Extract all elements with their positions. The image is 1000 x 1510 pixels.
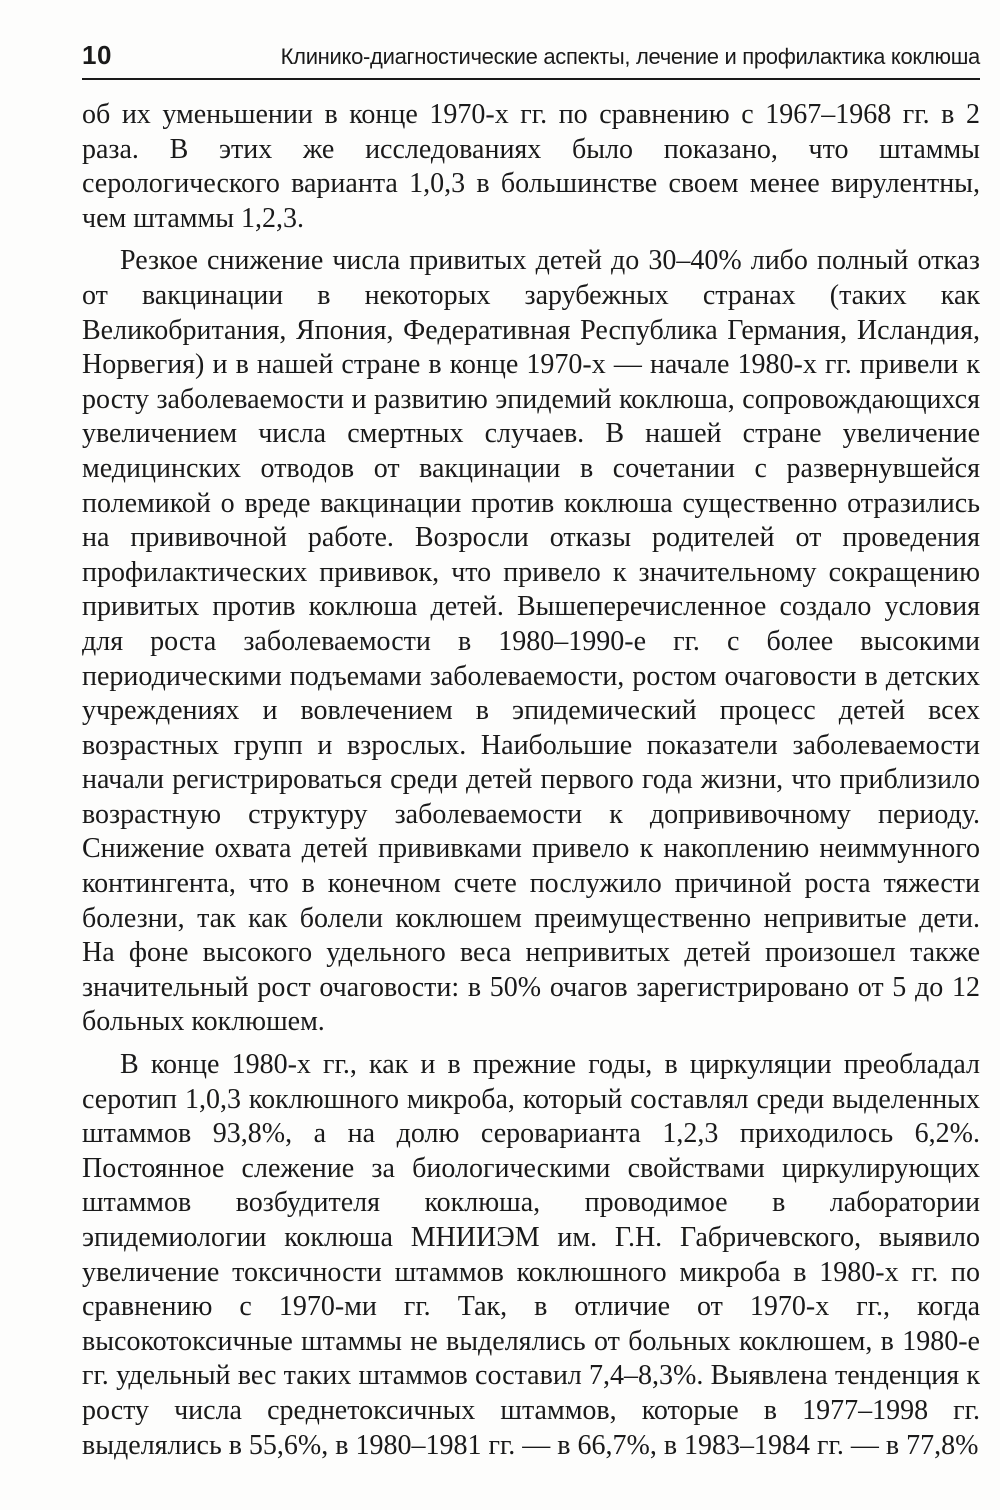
body-text (82, 98, 980, 1471)
running-title: Клинико-диагностические аспекты, лечение и профилактика коклюша (280, 44, 980, 69)
header-divider (82, 78, 980, 80)
running-header (82, 40, 982, 80)
page-number: 10 (82, 40, 112, 70)
paragraph-vaccination-decline: Резкое снижение числа привитых детей до 30–40% либо полный отказ от вакцинации в некоторых зарубежных странах (таких как Великобритания, Япония, Федеративная Республика Германия, Исландия, Норвегия) и в нашей стране в конце 1970-х — начале 1980-х гг. привели к росту заболеваемости и развитию эпидемий коклюша, сопровождающихся увеличением числа смертных случаев. В нашей стране увеличение медицинских отводов от вакцинации в сочетании с развернувшейся полемикой о вреде вакцинации против коклюша существенно отразились на прививочной работе. Возросли отказы родителей от проведения профилактических прививок, что привело к значительному сокращению привитых против коклюша детей. Вышеперечисленное создало условия для роста заболеваемости в 1980–1990-е гг. с более высокими периодическими подъемами заболеваемости, ростом очаговости в детских учреждениях и вовлечением в эпидемический процесс детей всех возрастных групп и взрослых. Наибольшие показатели заболеваемости начали регистрироваться среди детей первого года жизни, что приблизило возрастную структуру заболеваемости к допрививочному периоду. Снижение охвата детей прививками привело к накоплению неиммунного контингента, что в конечном счете послужило причиной роста тяжести болезни, так как болели коклюшем преимущественно непривитые дети. На фоне высокого удельного веса непривитых детей произошел также значительный рост очаговости: в 50% очагов зарегистрировано от 5 до 12 больных коклюшем. (82, 245, 980, 1038)
paragraph-serotypes: В конце 1980-х гг., как и в прежние годы, в циркуляции преобладал серотип 1,0,3 коклюшного микроба, который составлял среди выделенных штаммов 93,8%, а на долю сероварианта 1,2,3 приходилось 6,2%. Постоянное слежение за биологическими свойствами циркулирующих штаммов возбудителя коклюша, проводимое в лаборатории эпидемиологии коклюша МНИИЭМ им. Г.Н. Габричевского, выявило увеличение токсичности штаммов коклюшного микроба в 1980-х гг. по сравнению с 1970-ми гг. Так, в отличие от 1970-х гг., когда высокотоксичные штаммы не выделялись от больных коклюшем, в 1980-е гг. удельный вес таких штаммов составил 7,4–8,3%. Выявлена тенденция к росту числа среднетоксичных штаммов, которые в 1977–1998 гг. выделялись в 55,6%, в 1980–1981 гг. — в 66,7%, в 1983–1984 гг. — в 77,8% (82, 1049, 980, 1461)
paragraph-continued: об их уменьшении в конце 1970-х гг. по сравнению с 1967–1968 гг. в 2 раза. В этих же исследованиях было показано, что штаммы серологического варианта 1,0,3 в большинстве своем менее вирулентны, чем штаммы 1,2,3. (82, 99, 980, 234)
